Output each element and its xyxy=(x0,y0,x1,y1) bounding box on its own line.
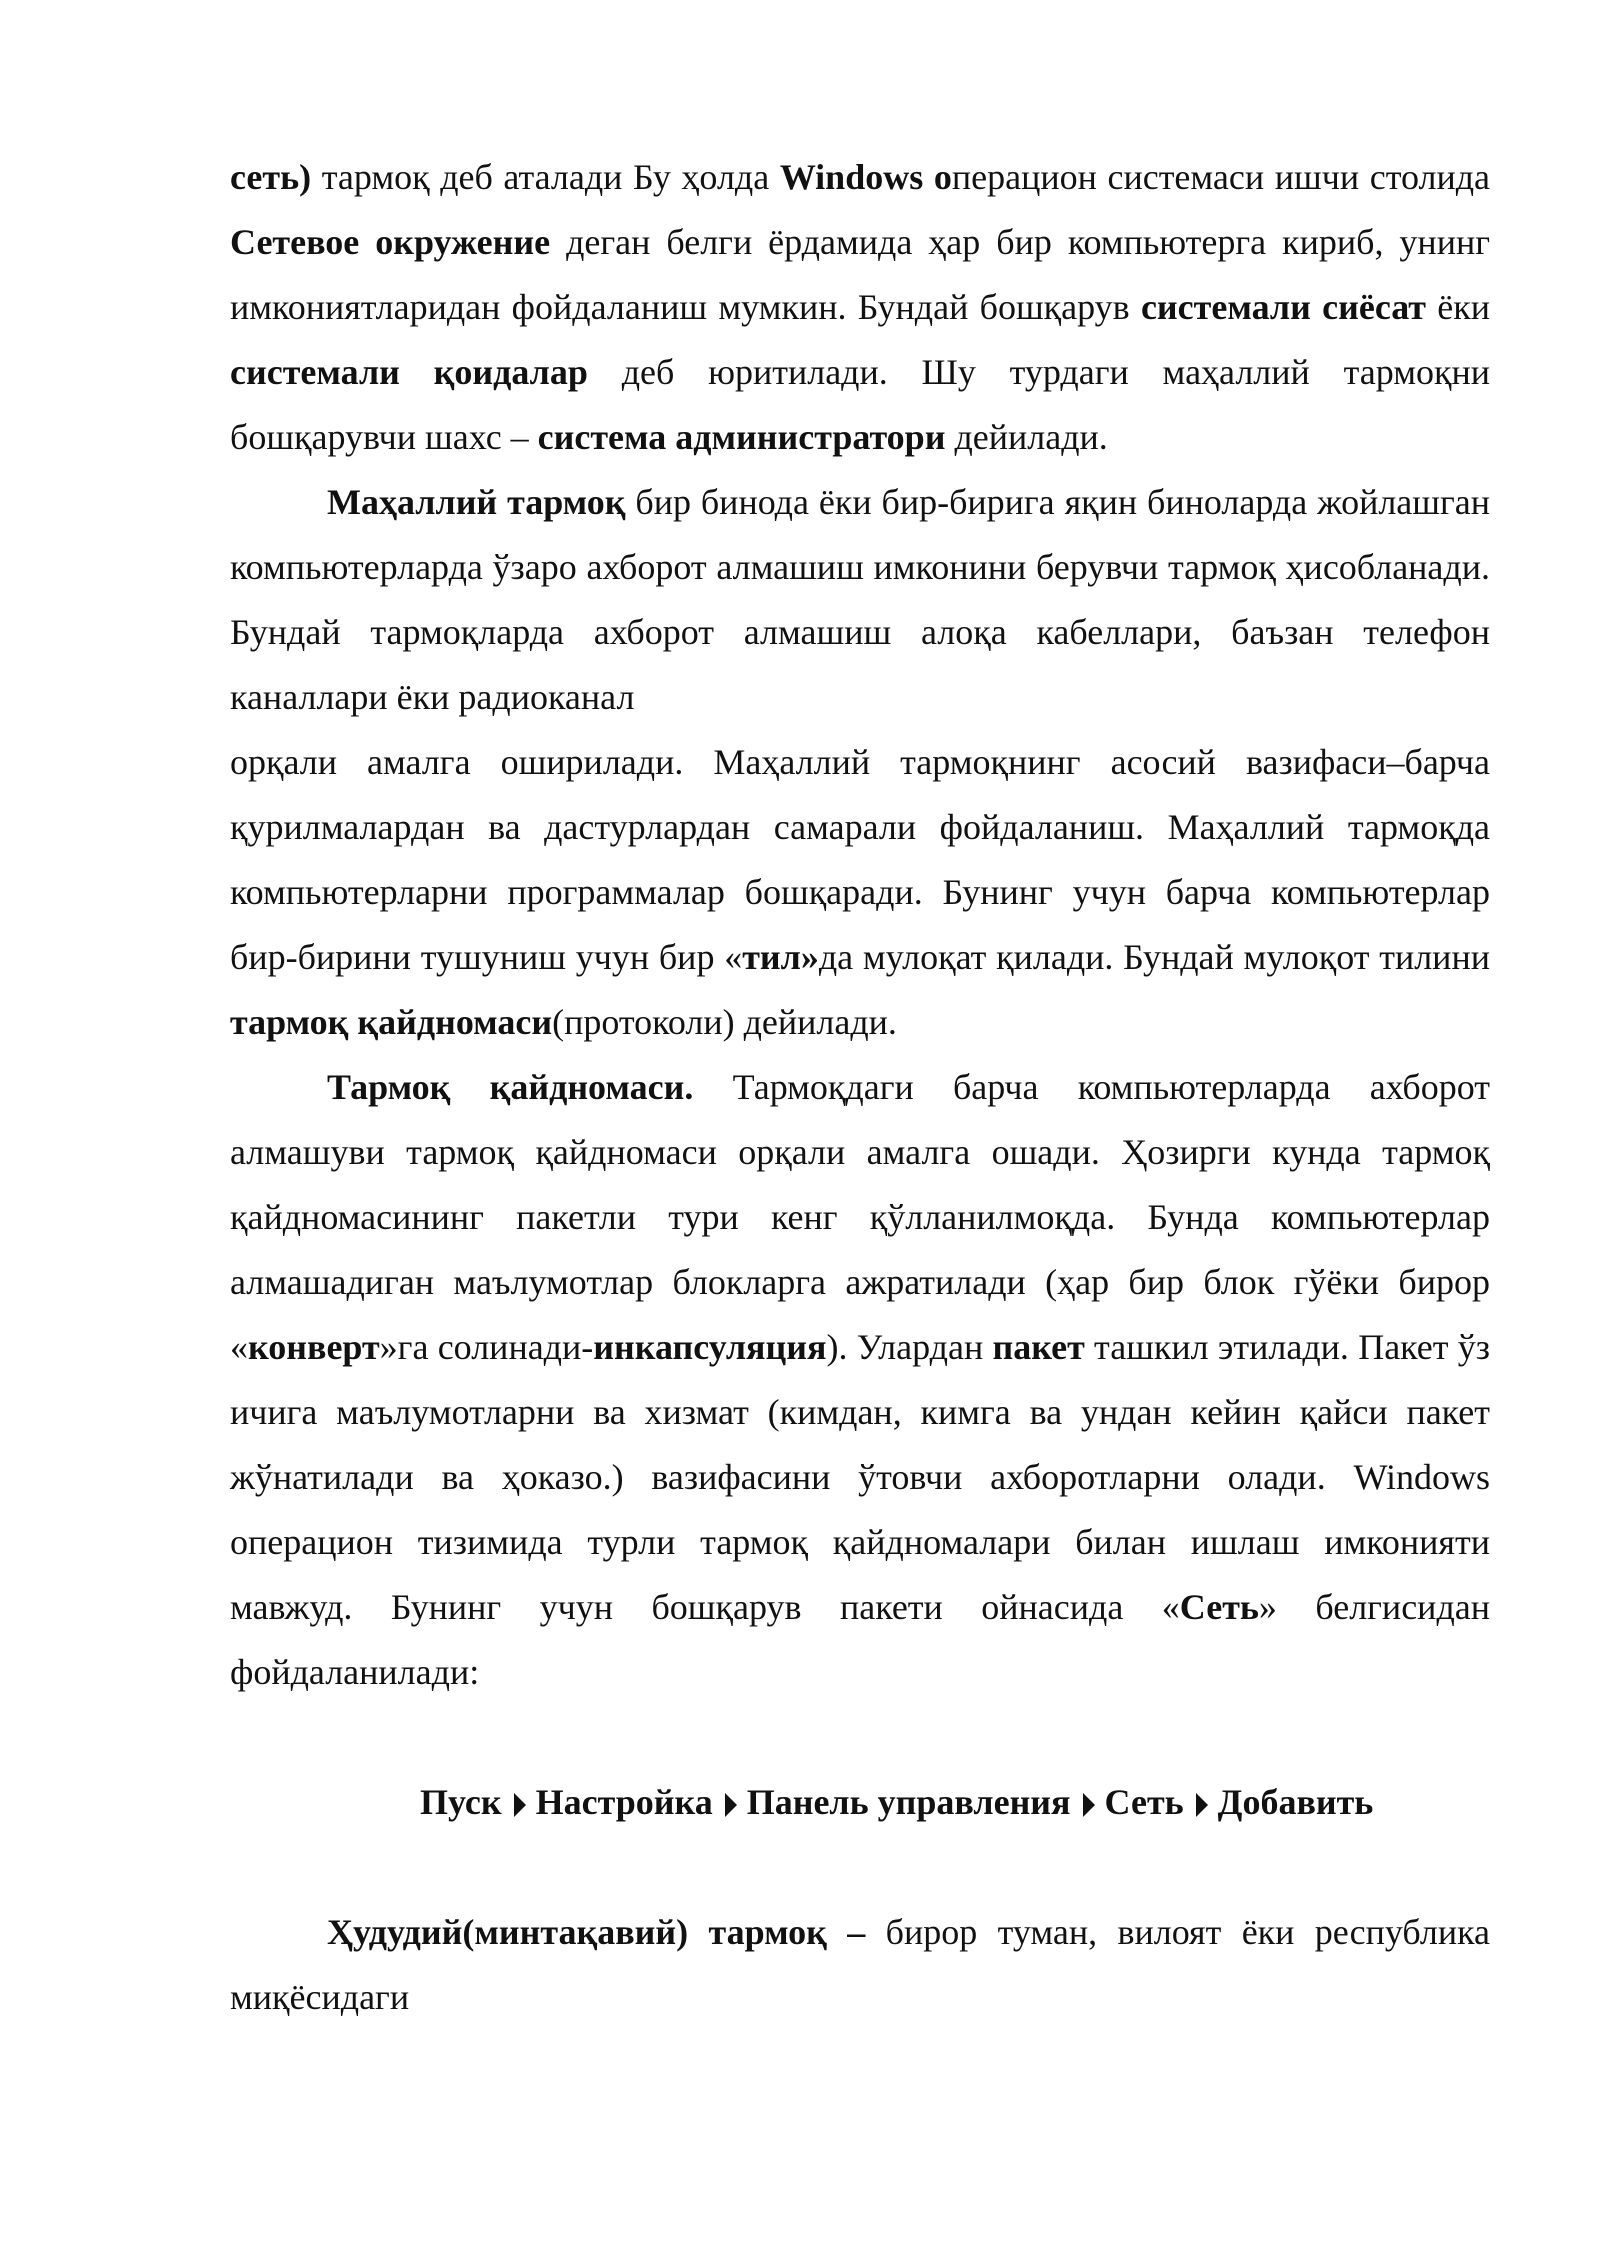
text-run: ). Улардан xyxy=(826,1327,993,1367)
bold-term: тармоқ қайдномаси xyxy=(230,1002,553,1042)
triangle-right-icon xyxy=(1196,1793,1208,1817)
menu-step-start: Пуск xyxy=(420,1782,502,1822)
text-run: деб юритилади. Шу турдаги маҳаллий тармоқни бошқарувчи шахс – xyxy=(230,352,1490,457)
spacer xyxy=(230,1835,1490,1900)
menu-navigation-path xyxy=(230,1770,1490,1835)
menu-step-network: Сеть xyxy=(1104,1782,1184,1822)
text-run: да мулоқат қилади. Бундай мулоқот тилини xyxy=(818,937,1490,977)
paragraph-network-protocol xyxy=(230,1055,1490,1705)
bold-term: Тармоқ қайдномаси. xyxy=(327,1067,694,1107)
bold-term: Сеть xyxy=(1179,1587,1259,1627)
text-run: ташкил этилади. Пакет ўз ичига маълумотларни ва хизмат (кимдан, кимга ва ундан кейин қайси пакет жўнатилади ва ҳоказо.) вазифасини ўтовчи ахборотларни олади. Windows операцион тизимида турли тармоқ қайдномалари билан ишлаш имконияти мавжуд. Бунинг учун бошқарув пакети ойнасида « xyxy=(230,1327,1490,1627)
triangle-right-icon xyxy=(514,1793,526,1817)
paragraph-regional-network xyxy=(230,1900,1490,2030)
menu-step-settings: Настройка xyxy=(535,1782,713,1822)
text-run: дейилади. xyxy=(945,417,1108,457)
text-run: »га солинади- xyxy=(379,1327,594,1367)
spacer xyxy=(230,1705,1490,1770)
paragraph-local-network xyxy=(230,470,1490,730)
bold-term: Windows о xyxy=(779,157,952,197)
text-run: бирор туман, вилоят ёки республика миқёсидаги xyxy=(230,1912,1491,2017)
text-run: ёки xyxy=(1426,287,1491,327)
bold-term: системали сиёсат xyxy=(1140,287,1426,327)
paragraph-network-administration xyxy=(230,145,1490,470)
menu-step-control-panel: Панель управления xyxy=(746,1782,1071,1822)
text-run: (протоколи) дейилади. xyxy=(552,1002,897,1042)
text-run: деган белги ёрдамида ҳар бир компьютерга кириб, унинг имкониятларидан фойдаланиш мумкин. Бундай бошқарув xyxy=(230,222,1490,327)
text-run: Тармоқдаги барча компьютерларда ахборот алмашуви тармоқ қайдномаси орқали амалга ошади. Ҳозирги кунда тармоқ қайдномасининг пакетли тури кенг қўлланилмоқда. Бунда компьютерлар алмашадиган маълумотлар блокларга ажратилади (ҳар бир блок гўёки бирор « xyxy=(230,1067,1490,1367)
triangle-right-icon xyxy=(1083,1793,1095,1817)
bold-term: пакет xyxy=(992,1327,1085,1367)
paragraph-local-network-continued xyxy=(230,730,1490,1055)
bold-term: инкапсуляция xyxy=(593,1327,827,1367)
document-page xyxy=(230,145,1490,2030)
bold-term: Ҳудудий(минтақавий) тармоқ – xyxy=(327,1912,866,1952)
text-run: » белгисидан фойдаланилади: xyxy=(230,1587,1491,1692)
bold-term: Маҳаллий тармоқ xyxy=(327,482,626,522)
bold-term: тил» xyxy=(742,937,819,977)
text-run: тармоқ деб аталади Бу ҳолда xyxy=(311,157,780,197)
text-run: орқали амалга оширилади. Маҳаллий тармоқнинг асосий вазифаси–барча қурилмалардан ва дастурлардан самарали фойдаланиш. Маҳаллий тармоқда компьютерларни программалар бошқаради. Бунинг учун барча компьютерлар бир-бирини тушуниш учун бир « xyxy=(230,742,1490,977)
bold-term: система администратори xyxy=(537,417,946,457)
text-run: перацион системаси ишчи столида xyxy=(951,157,1491,197)
bold-term: сеть) xyxy=(230,157,312,197)
text-run: бир бинода ёки бир-бирига яқин биноларда жойлашган компьютерларда ўзаро ахборот алмашиш имконини берувчи тармоқ ҳисобланади. Бундай тармоқларда ахборот алмашиш алоқа кабеллари, баъзан телефон каналлари ёки радиоканал xyxy=(230,482,1491,717)
bold-term: конверт xyxy=(248,1327,380,1367)
menu-step-add: Добавить xyxy=(1217,1782,1374,1822)
triangle-right-icon xyxy=(725,1793,737,1817)
bold-term: системали қоидалар xyxy=(230,352,588,392)
bold-term: Сетевое окружение xyxy=(230,222,551,262)
